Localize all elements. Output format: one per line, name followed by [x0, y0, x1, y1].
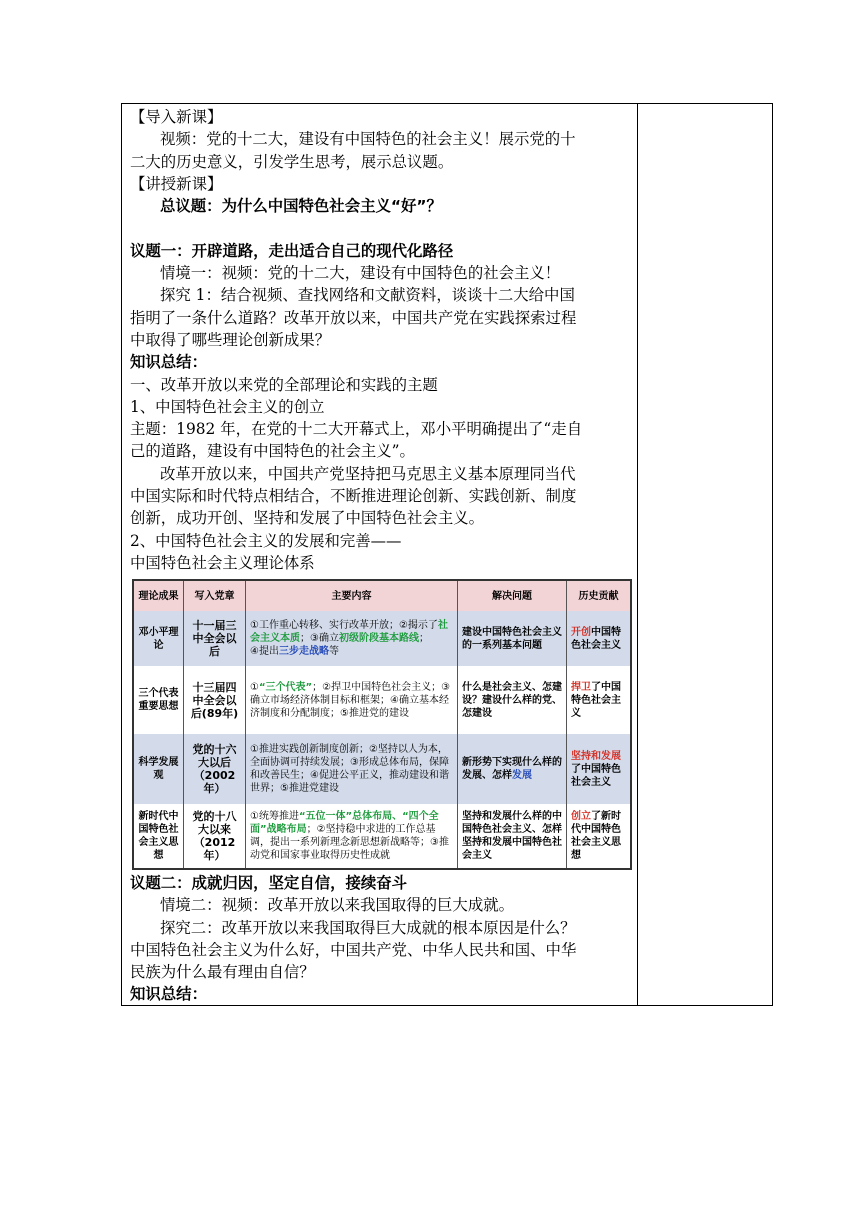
paragraph-line: 指明了一条什么道路？改革开放以来，中国共产党在实践探索过程	[130, 308, 577, 327]
topic-one-heading: 议题一：开辟道路，走出适合自己的现代化路径	[130, 241, 454, 260]
theory-content: ①“三个代表”；②捍卫中国特色社会主义；③确立市场经济体制目标和框架；④确立基本经济制度和分配制度；⑤推进党的建设	[246, 666, 458, 734]
topic-two-heading: 议题二：成就归因，坚定自信，接续奋斗	[130, 874, 408, 892]
theory-content: ①工作重心转移、实行改革开放；②揭示了社会主义本质；③确立初级阶段基本路线； ④提出三步走战略等	[246, 611, 458, 666]
lesson-content-cell	[130, 106, 633, 574]
theory-contribution: 捍卫了中国特色社会主义	[571, 681, 621, 719]
knowledge-summary-heading: 知识总结：	[130, 353, 207, 372]
theory-problem: 什么是社会主义、怎建设？建设什么样的党、怎建设	[458, 666, 567, 734]
theory-name: 科学发展观	[134, 734, 184, 804]
paragraph-line: 中国特色社会主义为什么好，中国共产党、中华人民共和国、中华	[130, 940, 577, 959]
knowledge-summary-heading: 知识总结：	[130, 985, 207, 1004]
lesson-content-cell-lower	[130, 872, 633, 1006]
section-intro-heading: 【导入新课】	[130, 108, 223, 126]
theory-time: 党的十八大以来（2012年）	[184, 804, 246, 868]
main-topic: 总议题：为什么中国特色社会主义“好”？	[160, 197, 442, 216]
theory-name: 三个代表重要思想	[134, 666, 184, 734]
theory-contribution: 坚持和发展了中国特色社会主义	[571, 750, 621, 788]
paragraph-line: 中取得了哪些理论创新成果？	[130, 330, 331, 349]
header-cell: 写入党章	[184, 581, 246, 611]
table-row	[134, 804, 630, 868]
header-cell: 理论成果	[134, 581, 184, 611]
column-divider	[637, 104, 638, 1005]
theory-problem: 建设中国特色社会主义的一系列基本问题	[458, 611, 567, 666]
theory-time: 十一届三中全会以后	[184, 611, 246, 666]
theory-time: 十三届四中全会以后(89年)	[184, 666, 246, 734]
theory-time: 党的十六大以后（2002年）	[184, 734, 246, 804]
table-row	[134, 666, 630, 735]
header-cell: 主要内容	[246, 581, 458, 611]
paragraph-line: 己的道路，建设有中国特色的社会主义”。	[130, 442, 415, 461]
header-cell: 解决问题	[458, 581, 567, 611]
theory-name: 邓小平理论	[134, 611, 184, 666]
paragraph-line: 2、中国特色社会主义的发展和完善——	[130, 531, 402, 550]
section-teach-heading: 【讲授新课】	[130, 174, 223, 193]
paragraph-line: 二大的历史意义，引发学生思考，展示总议题。	[130, 152, 454, 171]
paragraph-line: 视频：党的十二大，建设有中国特色的社会主义！展示党的十	[160, 130, 576, 149]
theory-problem: 新形势下实现什么样的发展、怎样发展	[458, 734, 567, 804]
paragraph-line: 探究二：改革开放以来我国取得巨大成就的根本原因是什么？	[160, 918, 576, 937]
paragraph-line: 创新，成功开创、坚持和发展了中国特色社会主义。	[130, 509, 484, 528]
paragraph-line: 情境一：视频：党的十二大，建设有中国特色的社会主义！	[160, 264, 561, 283]
theory-problem: 坚持和发展什么样的中国特色社会主义、怎样坚持和发展中国特色社会主义	[458, 804, 567, 868]
paragraph-line: 民族为什么最有理由自信？	[130, 963, 315, 982]
theory-name: 新时代中国特色社会主义思想	[134, 804, 184, 868]
paragraph-line: 中国实际和时代特点相结合，不断推进理论创新、实践创新、制度	[130, 487, 577, 506]
paragraph-line: 一、改革开放以来党的全部理论和实践的主题	[130, 375, 438, 394]
table-header-row	[134, 581, 630, 612]
lesson-plan-table	[121, 103, 773, 1006]
paragraph-line: 1、中国特色社会主义的创立	[130, 397, 325, 416]
theory-contribution: 开创中国特色社会主义	[571, 626, 621, 651]
paragraph-line: 中国特色社会主义理论体系	[130, 553, 315, 572]
table-row	[134, 611, 630, 667]
paragraph-line: 情境二：视频：改革开放以来我国取得的巨大成就。	[160, 896, 514, 915]
theory-content: ①统筹推进“五位一体”总体布局、“四个全面”战略布局；②坚持稳中求进的工作总基调，提出一系列新理念新思想新战略等；③推动党和国家事业取得历史性成就	[246, 804, 458, 868]
table-row	[134, 734, 630, 805]
header-cell: 历史贡献	[567, 581, 630, 611]
paragraph-line: 主题：1982 年，在党的十二大开幕式上，邓小平明确提出了“走自	[130, 420, 583, 439]
theory-system-table	[132, 579, 632, 870]
theory-contribution: 创立了新时代中国特色社会主义思想	[571, 811, 621, 861]
theory-content: ①推进实践创新制度创新；②坚持以人为本，全面协调可持续发展；③形成总体布局，保障和改善民生；④促进公平正义，推动建设和谐世界；⑤推进党建设	[246, 734, 458, 804]
paragraph-line: 改革开放以来，中国共产党坚持把马克思主义基本原理同当代	[160, 464, 576, 483]
paragraph-line: 探究 1：结合视频、查找网络和文献资料，谈谈十二大给中国	[160, 286, 575, 305]
